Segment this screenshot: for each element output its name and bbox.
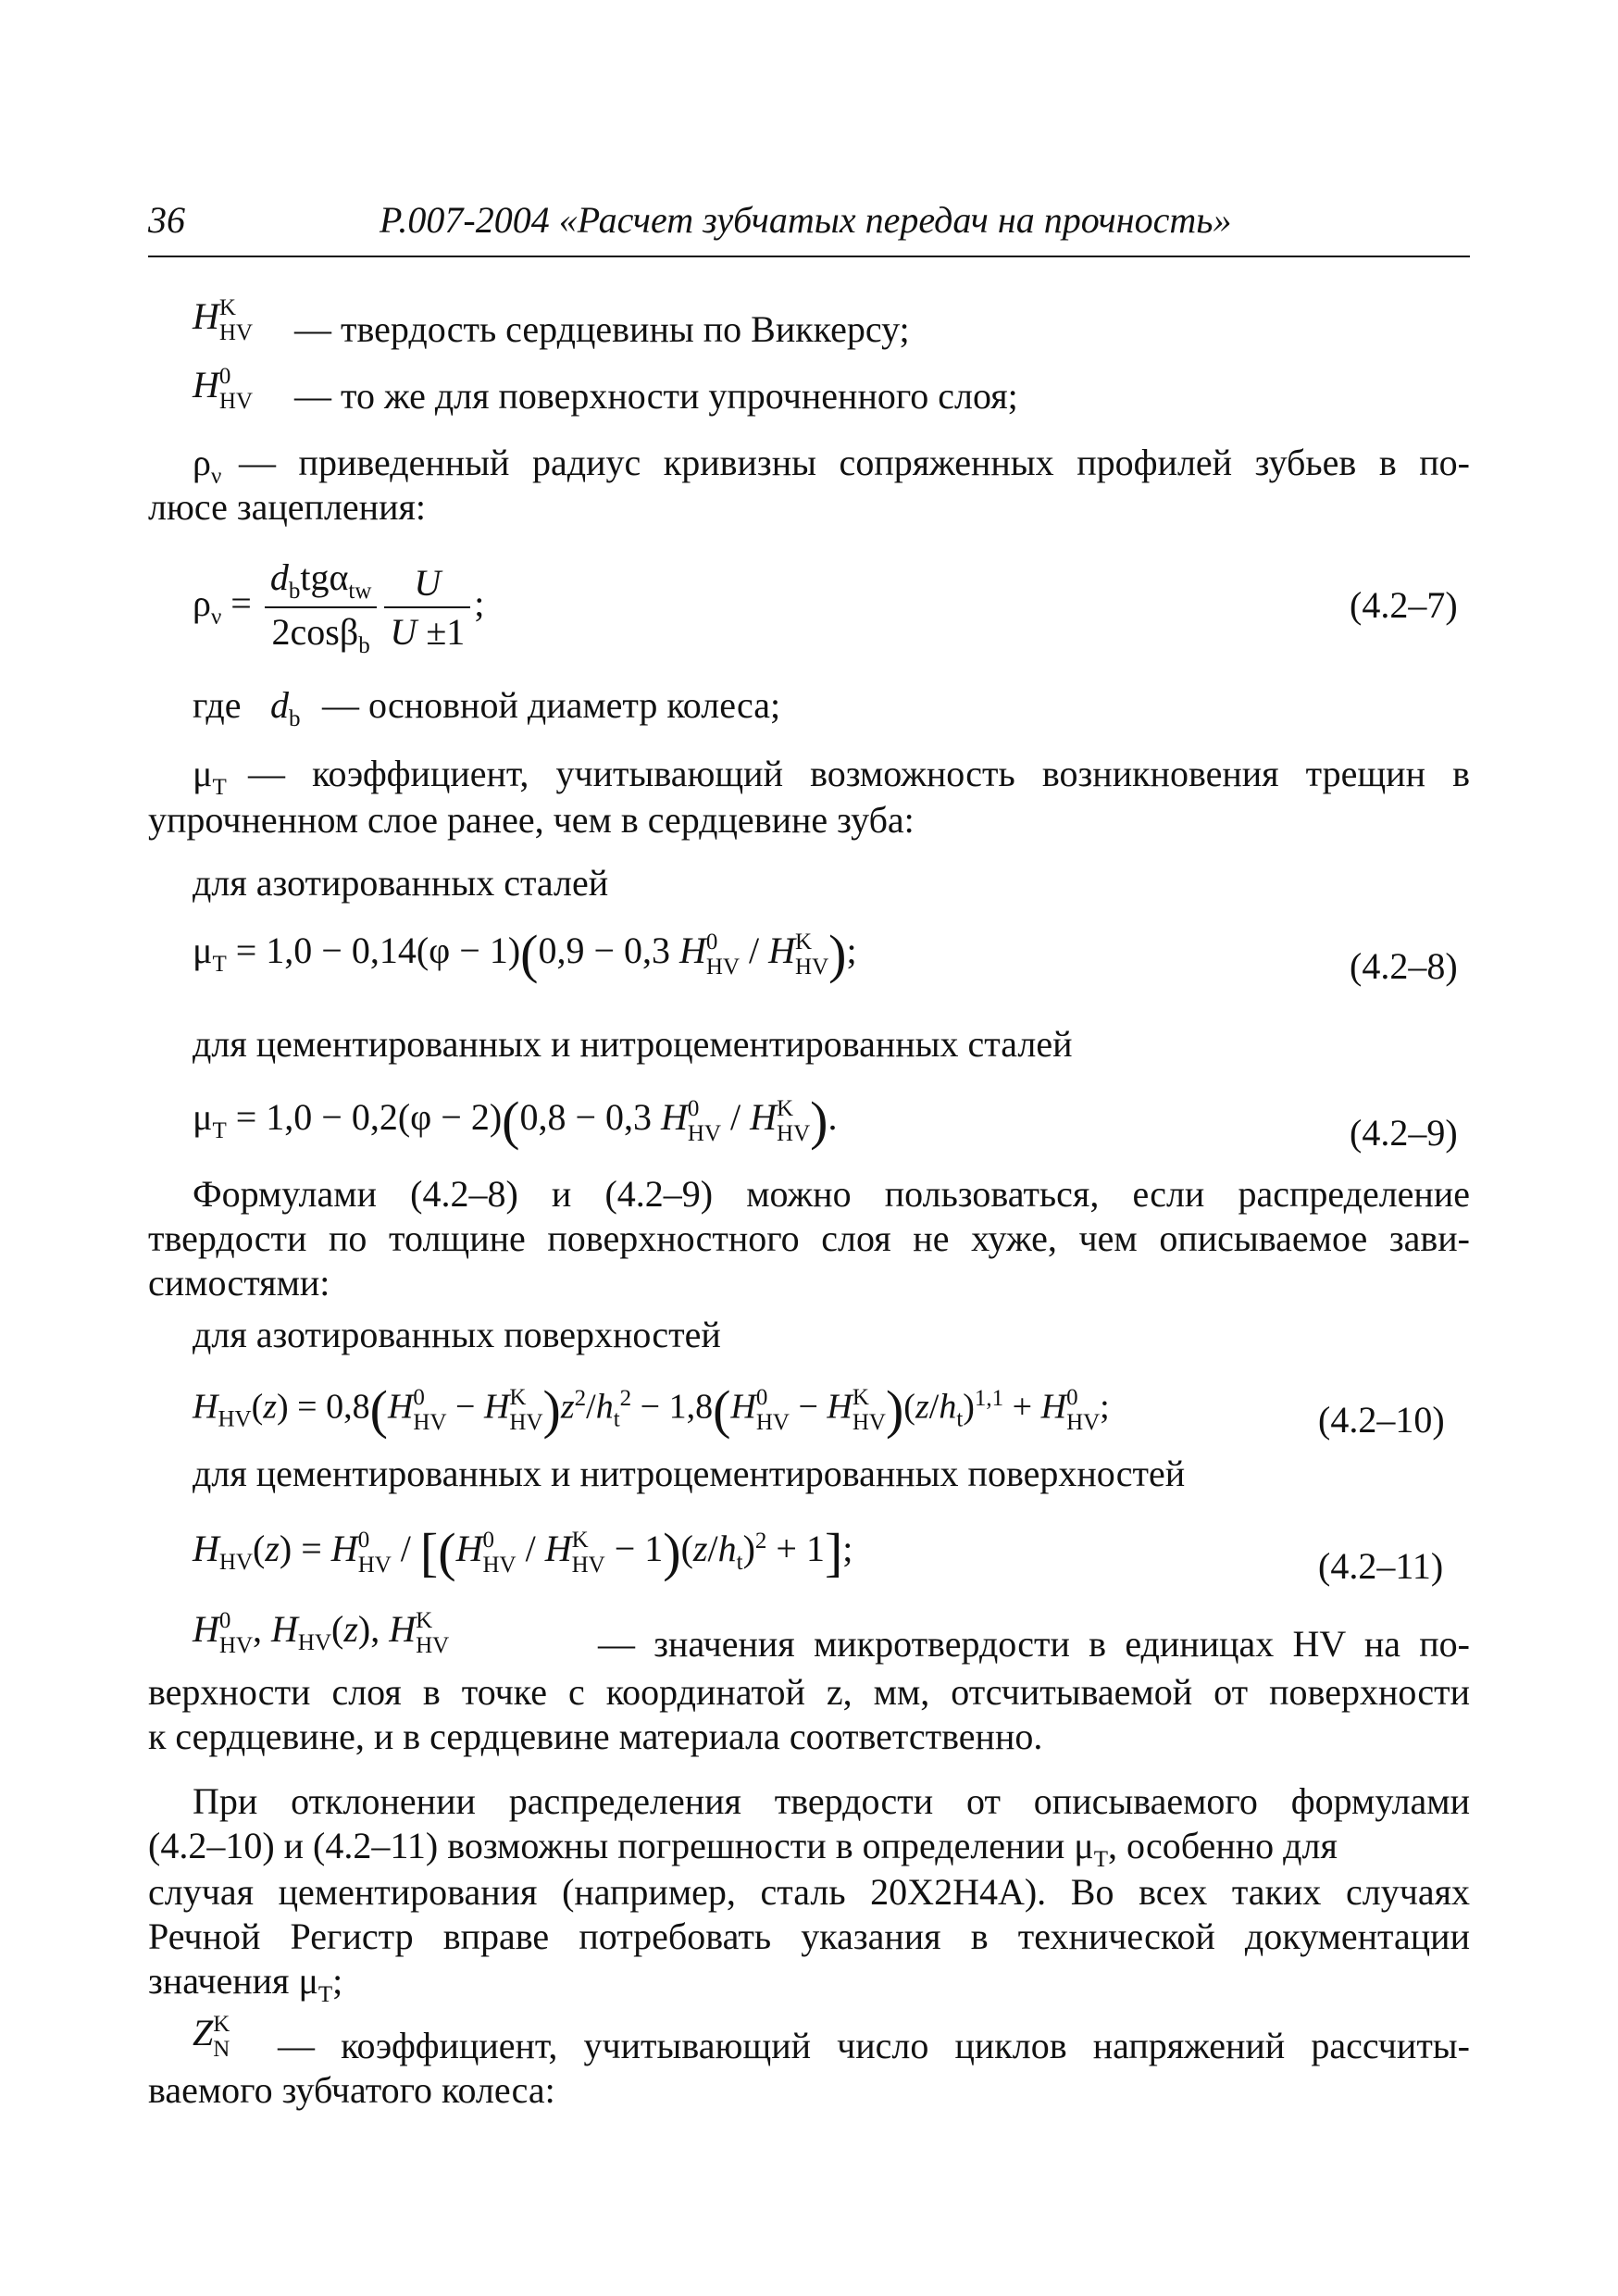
deviation-line2-text: (4.2–10) и (4.2–11) возможны погрешности в определении μ <box>148 1825 1094 1866</box>
eq-number-4-2-11: (4.2–11) <box>1318 1545 1444 1587</box>
formula-4-2-7: $\rho_\nu$ = $\frac{d_btg\alpha_{tw}}{2\cos\beta_b}$ $\frac{U}{U \pm 1}$ ; <box>193 556 485 658</box>
formula-4-2-8: $\mu_T = 1,0 - 0,14(\varphi - 1)(0,9 - 0,3$ H 0 HV / H K HV ); <box>193 924 857 984</box>
running-header <box>148 194 1470 257</box>
def-mu-line1: — коэффициент, учитывающий возможность возникновения трещин в <box>248 753 1470 794</box>
zn-line1: — коэффициент, учитывающий число циклов напряжений рассчиты- <box>278 2025 1470 2066</box>
deviation-line2: (4.2–10) и (4.2–11) возможны погрешности в определении $\mu_T$, особенно для <box>148 1825 1338 1872</box>
deviation-line3: случая цементирования (например, сталь 20Х2Н4А). Во всех таких случаях <box>148 1871 1470 1913</box>
symbol-h-hv-k: H K HV <box>193 294 253 345</box>
deviation-line5-text: значения μ <box>148 1960 318 2002</box>
deviation-line1: При отклонении распределения твердости от описываемого формулами <box>193 1780 1470 1822</box>
symbol-mu-t: $\mu_T$ <box>193 753 227 800</box>
values-line1: — значения микротвердости в единицах HV на по- <box>598 1623 1470 1665</box>
def-rho-line1: — приведенный радиус кривизны сопряженных профилей зубьев в по- <box>239 442 1470 483</box>
where-db-prefix: где <box>193 684 242 726</box>
formula-4-2-11: $H_{HV}(z) = H$ 0 HV / [(H 0 HV / H K HV − $1)(z/h_t)^2 + 1$]; <box>193 1522 853 1582</box>
eq-number-4-2-9: (4.2–9) <box>1350 1112 1458 1154</box>
para-formulas-line2: твердости по толщине поверхностного слоя не хуже, чем описываемое зави- <box>148 1217 1470 1259</box>
symbol-z-n-k: Z K N <box>193 2011 230 2062</box>
values-line2: верхности слоя в точке с координатой z, мм, отсчитываемой от поверхности <box>148 1671 1470 1713</box>
page-number: 36 <box>148 199 185 241</box>
formula-4-2-9: $\mu_T = 1,0 - 0,2(\varphi - 2)(0,8 - 0,3$ H 0 HV / H K HV ). <box>193 1091 838 1151</box>
def-mu-line2: упрочненном слое ранее, чем в сердцевине зуба: <box>148 799 915 841</box>
symbol-d-b: $d_b$ <box>270 684 301 731</box>
deviation-line2-tail: , особенно для <box>1107 1825 1338 1866</box>
symbol-rho-v: $\rho_\nu$ <box>193 442 222 489</box>
para-formulas-line1: Формулами (4.2–8) и (4.2–9) можно пользоваться, если распределение <box>193 1173 1470 1215</box>
zn-line2: ваемого зубчатого колеса: <box>148 2069 555 2111</box>
def-rho-line2: люсе зацепления: <box>148 486 426 528</box>
deviation-line5: значения $\mu_T$; <box>148 1960 343 2007</box>
def-h-hv-0: — то же для поверхности упрочненного слоя; <box>294 375 1018 417</box>
eq-number-4-2-8: (4.2–8) <box>1350 945 1458 987</box>
running-title: Р.007-2004 «Расчет зубчатых передач на прочность» <box>380 199 1232 241</box>
label-carburized-steels: для цементированных и нитроцементированных сталей <box>193 1023 1073 1065</box>
where-db-text: — основной диаметр колеса; <box>322 684 781 726</box>
label-nitrided-surfaces: для азотированных поверхностей <box>193 1314 721 1355</box>
symbol-h-hv-0: H 0 HV <box>193 363 253 414</box>
formula-4-2-10: $H_{HV}(z) = 0,8(H$ 0 HV − H K HV )$z^2/h_t^2 - 1,8(H$ 0 HV − H K HV )$(z/h_t)^{1,1} + H$ 0 HV ; <box>193 1379 1110 1440</box>
values-line3: к сердцевине, и в сердцевине материала соответственно. <box>148 1716 1043 1757</box>
eq-number-4-2-7: (4.2–7) <box>1350 584 1458 626</box>
deviation-line5-tail: ; <box>332 1960 343 2002</box>
para-formulas-line3: симостями: <box>148 1262 330 1304</box>
symbols-values: H 0 HV , $H_{HV}(z)$, H K HV <box>193 1607 450 1658</box>
deviation-line4: Речной Регистр вправе потребовать указания в технической документации <box>148 1915 1470 1957</box>
def-h-hv-k: — твердость сердцевины по Виккерсу; <box>294 308 910 350</box>
label-nitrided-steels: для азотированных сталей <box>193 862 609 904</box>
eq-number-4-2-10: (4.2–10) <box>1318 1399 1445 1441</box>
label-carburized-surfaces: для цементированных и нитроцементированных поверхностей <box>193 1453 1186 1494</box>
